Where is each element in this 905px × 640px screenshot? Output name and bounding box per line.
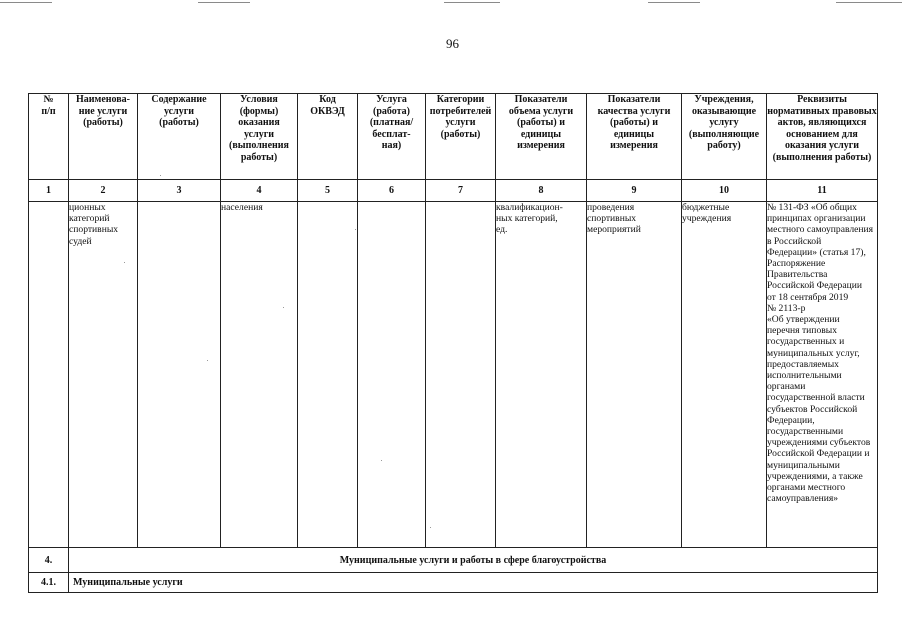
column-number-cell: 10 — [682, 180, 767, 202]
subsection-number: 4.1. — [29, 573, 69, 593]
column-number-cell: 9 — [587, 180, 682, 202]
row-cell-number — [29, 202, 69, 548]
scan-speck — [207, 360, 208, 361]
row-cell-paid-free — [358, 202, 426, 548]
scan-speck — [160, 175, 161, 176]
header-cell-institutions: Учреждения, оказывающие услугу (выполняющие работу) — [682, 94, 767, 180]
scan-speck — [124, 262, 125, 263]
column-number-cell: 5 — [298, 180, 358, 202]
column-number-cell: 7 — [426, 180, 496, 202]
row-cell-okved — [298, 202, 358, 548]
header-cell-paid-free: Услуга (работа) (платная/ бесплат- ная) — [358, 94, 426, 180]
scan-speck — [283, 307, 284, 308]
scan-top-edge-right — [836, 2, 902, 3]
scan-top-edge-left — [0, 2, 52, 3]
column-number-cell: 1 — [29, 180, 69, 202]
header-cell-quality-indicators: Показатели качества услуги (работы) и единицы измерения — [587, 94, 682, 180]
column-number-cell: 11 — [767, 180, 878, 202]
scan-top-edge-mid-1 — [198, 2, 250, 3]
row-cell-consumer-categories — [426, 202, 496, 548]
scan-speck — [355, 229, 356, 230]
table-row — [29, 202, 878, 548]
header-row — [29, 94, 878, 180]
column-number-cell: 8 — [496, 180, 587, 202]
row-cell-volume-indicators: квалификацион- ных категорий, ед. — [496, 202, 587, 548]
header-cell-volume-indicators: Показатели объема услуги (работы) и единицы измерения — [496, 94, 587, 180]
column-number-row — [29, 180, 878, 202]
row-cell-conditions: населения — [221, 202, 298, 548]
column-number-cell: 2 — [69, 180, 138, 202]
column-number-cell: 6 — [358, 180, 426, 202]
row-cell-legal-acts: № 131-ФЗ «Об общих принципах организации местного самоуправления в Российской Федерации» (статья 17), Распоряжение Правительства Российской Федерации от 18 сентября 2019 № 2113-р «Об утверждении перечня типовых государственных и муниципальных услуг, предоставляемых исполнительными органами государственной власти субъектов Российской Федерации, государственными учреждениями субъектов Российской Федерации и муниципальными учреждениями, а также органами местного самоуправления» — [767, 202, 878, 548]
column-number-cell: 4 — [221, 180, 298, 202]
header-cell-okved: Код ОКВЭД — [298, 94, 358, 180]
header-cell-consumer-categories: Категории потребителей услуги (работы) — [426, 94, 496, 180]
row-cell-institutions: бюджетные учреждения — [682, 202, 767, 548]
scan-top-edge-mid-2 — [444, 2, 500, 3]
scan-speck — [430, 527, 431, 528]
section-title: Муниципальные услуги и работы в сфере благоустройства — [69, 548, 878, 573]
header-cell-number: № п/п — [29, 94, 69, 180]
scan-top-edge-mid-3 — [648, 2, 700, 3]
page-number: 96 — [446, 36, 459, 51]
subsection-title: Муниципальные услуги — [69, 573, 878, 593]
header-cell-content: Содержание услуги (работы) — [138, 94, 221, 180]
subsection-row — [29, 573, 878, 593]
header-cell-legal-acts: Реквизиты нормативных правовых актов, являющихся основанием для оказания услуги (выполнения работы) — [767, 94, 878, 180]
column-number-cell: 3 — [138, 180, 221, 202]
row-cell-quality-indicators: проведения спортивных мероприятий — [587, 202, 682, 548]
scan-speck — [381, 460, 382, 461]
services-register-table — [28, 93, 878, 593]
section-row — [29, 548, 878, 573]
header-cell-service-name: Наименова- ние услуги (работы) — [69, 94, 138, 180]
section-number: 4. — [29, 548, 69, 573]
row-cell-content — [138, 202, 221, 548]
row-cell-service-name: ционных категорий спортивных судей — [69, 202, 138, 548]
header-cell-conditions: Условия (формы) оказания услуги (выполнения работы) — [221, 94, 298, 180]
